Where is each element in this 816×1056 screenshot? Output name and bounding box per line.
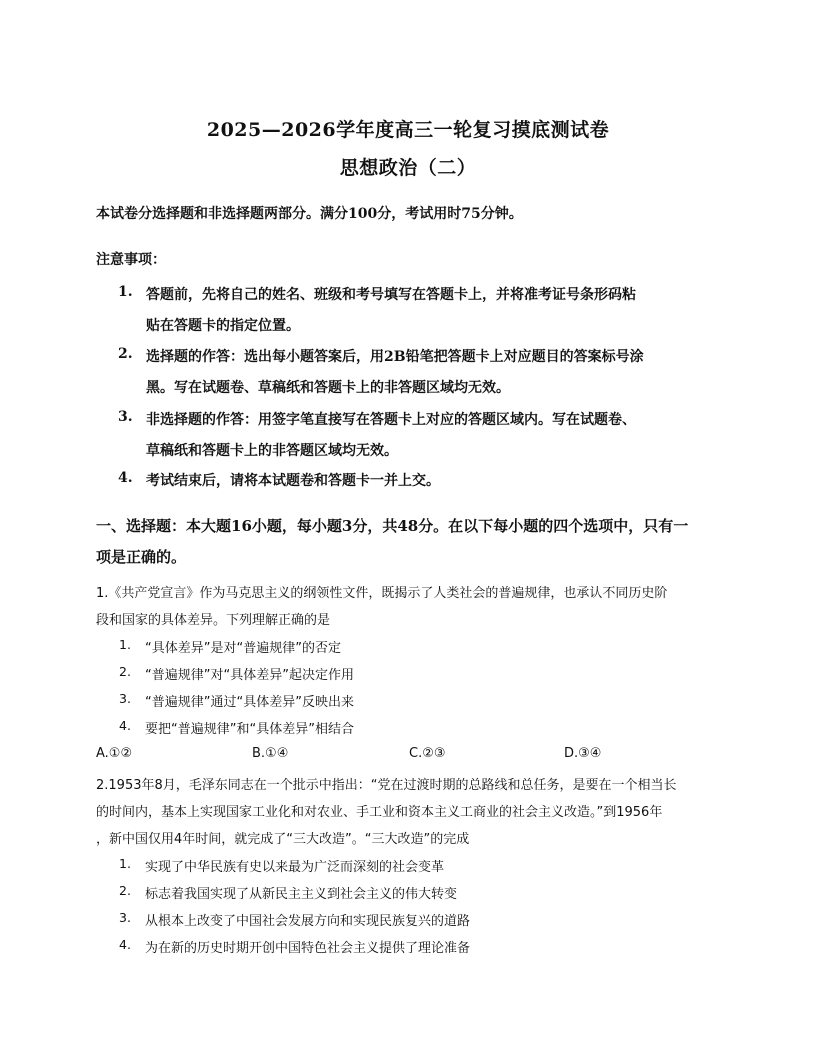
note-line: 答题前，先将自己的姓名、班级和考号填写在答题卡上，并将准考证号条形码粘 (146, 287, 636, 303)
question-stem: 段和国家的具体差异。下列理解正确的是 (96, 613, 331, 628)
note-line: 草稿纸和答题卡上的非答题区域均无效。 (146, 443, 398, 459)
option-text: 要把“普遍规律”和“具体差异”相结合 (145, 722, 354, 737)
question-stem: ，新中国仅用4年时间，就完成了“三大改造”。“三大改造”的完成 (96, 832, 470, 847)
option-text: “普遍规律”通过“具体差异”反映出来 (145, 695, 354, 710)
section-heading-cont: 项是正确的。 (96, 548, 187, 566)
option-text: 实现了中华民族有史以来最为广泛而深刻的社会变革 (145, 860, 445, 875)
option-number: 2. (119, 883, 131, 898)
note-line: 非选择题的作答：用签字笔直接写在答题卡上对应的答题区域内。写在试题卷、 (146, 412, 636, 428)
exam-subtitle: 思想政治（二） (339, 157, 477, 179)
option-number: 4. (119, 937, 131, 952)
note-line: 选择题的作答：选出每小题答案后，用2B铅笔把答题卡上对应题目的答案标号涂 (146, 349, 644, 365)
answer-choice-a: A.①② (96, 746, 133, 761)
note-line: 贴在答题卡的指定位置。 (146, 318, 300, 334)
exam-title: 2025—2026学年度高三一轮复习摸底测试卷 (206, 119, 610, 141)
option-text: “普遍规律”对“具体差异”起决定作用 (145, 668, 354, 683)
option-number: 2. (119, 664, 131, 679)
answer-choice-d: D.③④ (564, 746, 602, 761)
option-text: “具体差异”是对“普遍规律”的否定 (145, 641, 341, 656)
option-text: 从根本上改变了中国社会发展方向和实现民族复兴的道路 (145, 914, 471, 929)
option-text: 标志着我国实现了从新民主主义到社会主义的伟大转变 (145, 887, 458, 902)
question-stem: 1.《共产党宣言》作为马克思主义的纲领性文件，既揭示了人类社会的普遍规律，也承认不同历史阶 (96, 586, 668, 601)
option-number: 1. (119, 637, 131, 652)
exam-intro: 本试卷分选择题和非选择题两部分。满分100分，考试用时75分钟。 (96, 206, 523, 222)
note-number: 1. (118, 284, 133, 300)
option-number: 1. (119, 856, 131, 871)
option-text: 为在新的历史时期开创中国特色社会主义提供了理论准备 (145, 941, 471, 956)
option-number: 3. (119, 691, 131, 706)
answer-choice-c: C.②③ (409, 746, 446, 761)
option-number: 4. (119, 718, 131, 733)
note-number: 2. (118, 346, 133, 362)
note-line: 黑。写在试题卷、草稿纸和答题卡上的非答题区域均无效。 (146, 380, 510, 396)
note-number: 4. (118, 470, 133, 486)
question-stem: 的时间内，基本上实现国家工业化和对农业、手工业和资本主义工商业的社会主义改造。”到1956年 (96, 805, 663, 820)
answer-choice-b: B.①④ (252, 746, 289, 761)
notes-heading: 注意事项： (96, 252, 166, 268)
question-stem: 2.1953年8月，毛泽东同志在一个批示中指出：“党在过渡时期的总路线和总任务，是要在一个相当长 (96, 778, 677, 793)
note-line: 考试结束后，请将本试题卷和答题卡一并上交。 (146, 473, 440, 489)
option-number: 3. (119, 910, 131, 925)
note-number: 3. (118, 409, 133, 425)
section-heading: 一、选择题：本大题16小题，每小题3分，共48分。在以下每小题的四个选项中，只有一 (96, 517, 689, 535)
